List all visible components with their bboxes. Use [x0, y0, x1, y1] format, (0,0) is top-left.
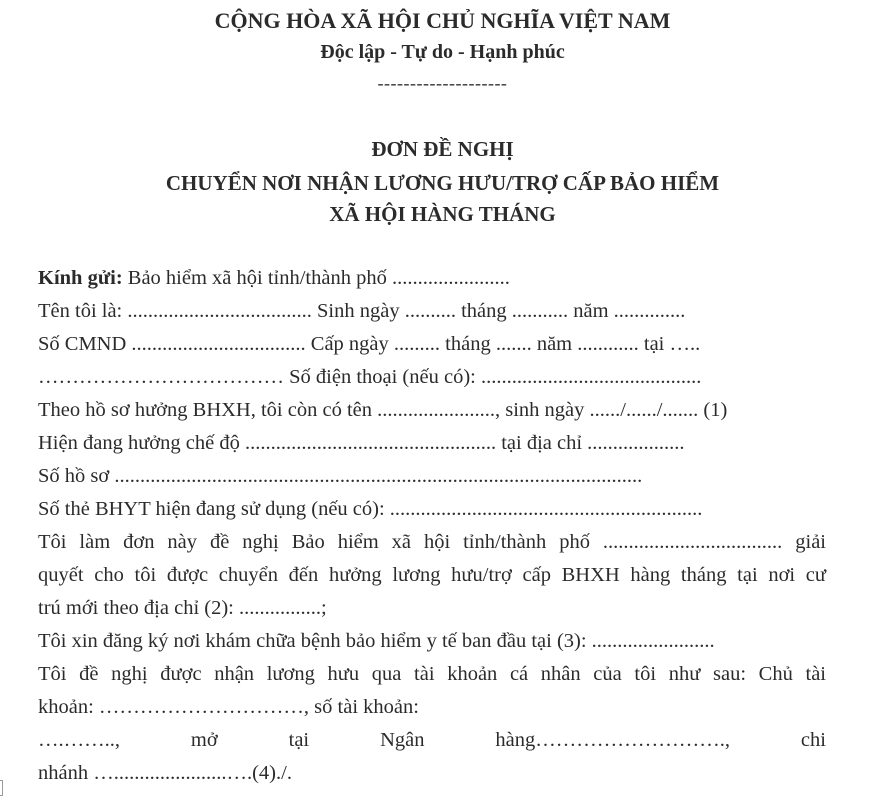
request-paragraph-line-2: quyết cho tôi được chuyển đến hưởng lương hưu/trợ cấp BHXH hàng tháng tại nơi cư — [38, 564, 826, 586]
id-card-line: Số CMND .................................. Cấp ngày ......... tháng ....... năm ............ tại ….. — [38, 333, 701, 355]
bank-word: tại — [288, 729, 310, 751]
regime-line: Hiện đang hưởng chế độ ................................................. tại địa chỉ ................... — [38, 432, 685, 454]
bank-word: Ngân — [380, 729, 425, 751]
national-motto: Độc lập - Tự do - Hạnh phúc — [320, 41, 565, 63]
addressee-line — [38, 262, 826, 295]
page-edge-marker — [0, 780, 3, 796]
health-card-line: Số thẻ BHYT hiện đang sử dụng (nếu có): ............................................................. — [38, 498, 703, 520]
header-divider: -------------------- — [377, 73, 508, 93]
name-line: Tên tôi là: .................................... Sinh ngày .......... tháng ........... năm .............. — [38, 300, 686, 322]
bank-word: chi — [800, 729, 826, 751]
bank-paragraph-line-4: nhánh …......................….(4)./. — [38, 762, 292, 784]
document-title: ĐƠN ĐỀ NGHỊ — [371, 137, 514, 161]
file-number-line: Số hồ sơ ....................................................................................................... — [38, 465, 643, 487]
nation-title: CỘNG HÒA XÃ HỘI CHỦ NGHĨA VIỆT NAM — [214, 8, 671, 33]
other-name-line: Theo hồ sơ hưởng BHXH, tôi còn có tên ......................., sinh ngày ....../....../....... (1) — [38, 399, 728, 421]
request-paragraph-line-1: Tôi làm đơn này đề nghị Bảo hiểm xã hội tỉnh/thành phố ................................... giải — [38, 531, 826, 553]
addressee-text: Bảo hiểm xã hội tỉnh/thành phố ....................... — [122, 267, 510, 289]
form-body — [38, 262, 826, 790]
document-subtitle: CHUYỂN NƠI NHẬN LƯƠNG HƯU/TRỢ CẤP BẢO HIỂM XÃ HỘI HÀNG THÁNG — [165, 171, 720, 226]
bank-word: mở — [190, 729, 218, 751]
bank-paragraph-line-2: khoản: …………………………, số tài khoản: — [38, 696, 419, 718]
medical-registration-line: Tôi xin đăng ký nơi khám chữa bệnh bảo hiểm y tế ban đầu tại (3): ........................ — [38, 630, 715, 652]
addressee-label: Kính gửi: — [38, 267, 123, 289]
bank-paragraph-line-1: Tôi đề nghị được nhận lương hưu qua tài khoản cá nhân của tôi như sau: Chủ tài — [38, 663, 826, 685]
phone-line: ……………………………… Số điện thoại (nếu có): ........................................... — [38, 366, 702, 388]
bank-word: ….…….., — [38, 729, 120, 751]
bank-word: hàng………………………., — [495, 729, 730, 751]
bank-paragraph-line-3 — [38, 724, 826, 757]
request-paragraph-line-3: trú mới theo địa chỉ (2): ................; — [38, 597, 327, 619]
